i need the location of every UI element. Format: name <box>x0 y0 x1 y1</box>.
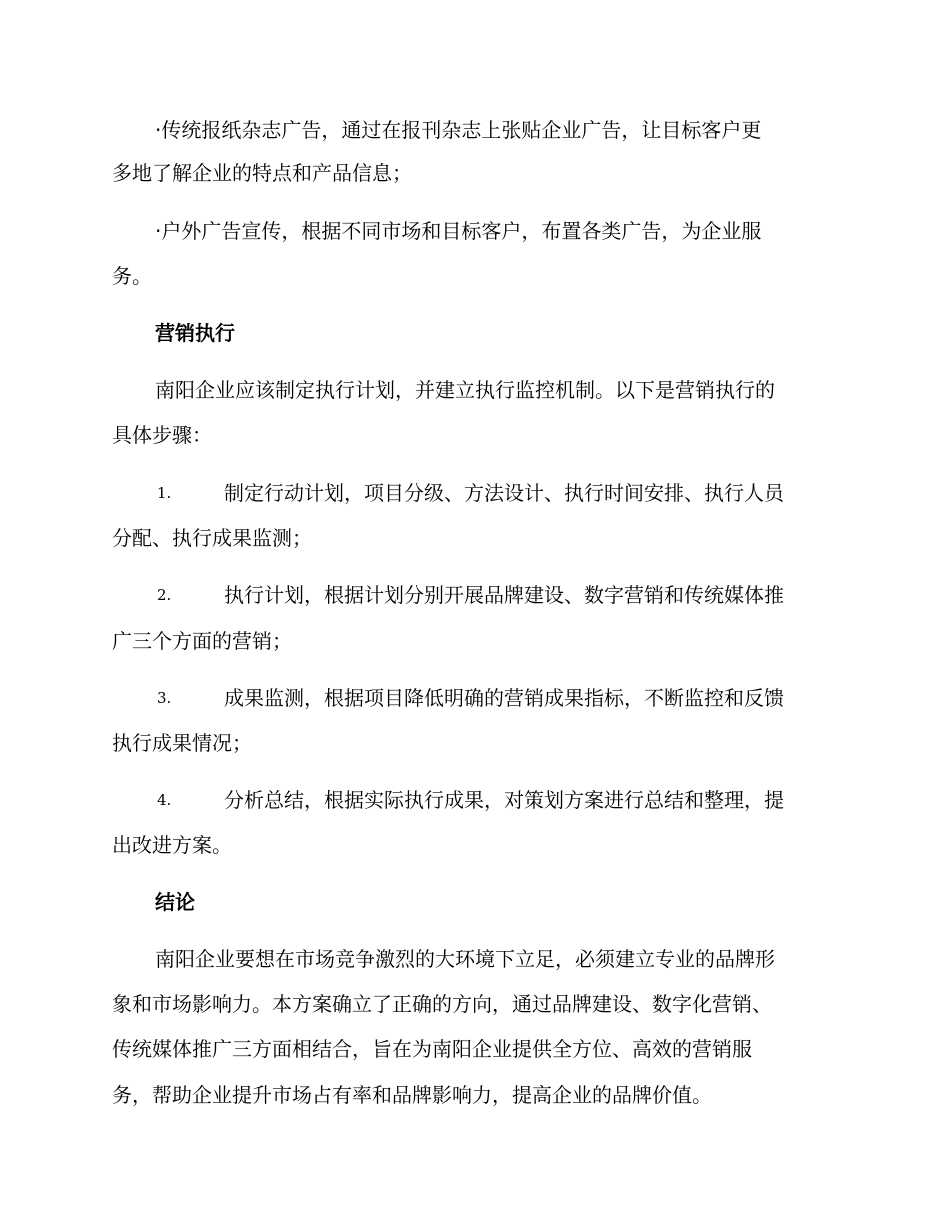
step-3-line-2: 执行成果情况； <box>112 731 252 755</box>
step-4-line-1: 分析总结，根据实际执行成果，对策划方案进行总结和整理，提 <box>224 788 784 812</box>
step-2-number: 2. <box>157 586 172 604</box>
conclusion-line-1: 南阳企业要想在市场竞争激烈的大环境下立足，必须建立专业的品牌形 <box>155 947 775 971</box>
step-2-line-1: 执行计划，根据计划分别开展品牌建设、数字营销和传统媒体推 <box>224 583 784 607</box>
bullet-1-line-1: ·传统报纸杂志广告，通过在报刊杂志上张贴企业广告，让目标客户更 <box>155 118 762 142</box>
step-4-line-2: 出改进方案。 <box>112 833 232 857</box>
step-3-line-1: 成果监测，根据项目降低明确的营销成果指标，不断监控和反馈 <box>224 686 784 710</box>
bullet-2-line-1: ·户外广告宣传，根据不同市场和目标客户，布置各类广告，为企业服 <box>155 219 762 243</box>
conclusion-line-2: 象和市场影响力。本方案确立了正确的方向，通过品牌建设、数字化营销、 <box>112 992 772 1016</box>
step-3-number: 3. <box>157 689 172 707</box>
step-1-line-1: 制定行动计划，项目分级、方法设计、执行时间安排、执行人员 <box>224 481 784 505</box>
conclusion-line-3: 传统媒体推广三方面相结合，旨在为南阳企业提供全方位、高效的营销服 <box>112 1037 752 1061</box>
section-heading-conclusion: 结论 <box>155 890 195 914</box>
bullet-1-line-2: 多地了解企业的特点和产品信息； <box>112 161 412 185</box>
step-4-number: 4. <box>157 791 172 809</box>
step-2-line-2: 广三个方面的营销； <box>112 629 292 653</box>
section-heading-execution: 营销执行 <box>155 321 235 345</box>
execution-intro-line-1: 南阳企业应该制定执行计划，并建立执行监控机制。以下是营销执行的 <box>155 378 775 402</box>
step-1-number: 1. <box>157 484 172 502</box>
execution-intro-line-2: 具体步骤： <box>112 423 212 447</box>
bullet-2-line-2: 务。 <box>112 264 152 288</box>
step-1-line-2: 分配、执行成果监测； <box>112 526 312 550</box>
conclusion-line-4: 务，帮助企业提升市场占有率和品牌影响力，提高企业的品牌价值。 <box>112 1083 712 1107</box>
